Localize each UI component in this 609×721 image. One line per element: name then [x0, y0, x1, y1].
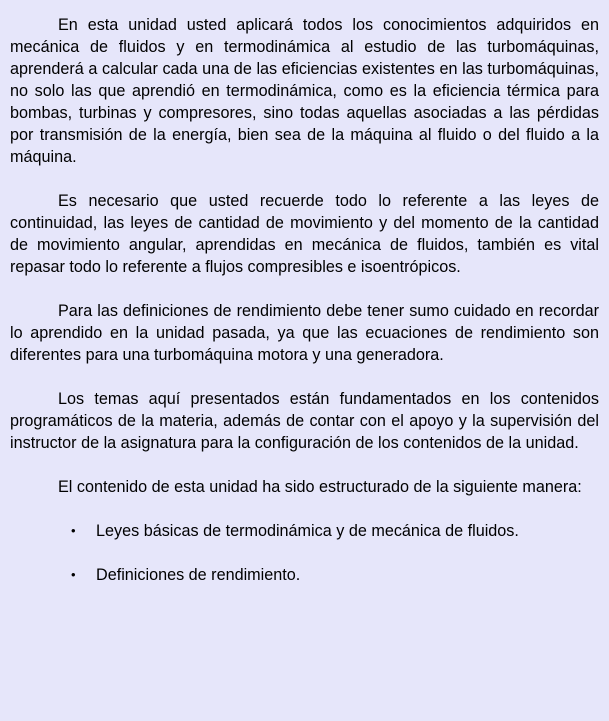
- paragraph-intro: En esta unidad usted aplicará todos los conocimientos adquiridos en mecánica de fluidos y en termodinámica al estudio de las turbomáquinas, aprenderá a calcular cada una de las eficiencias existentes en las turbomáquinas, no solo las que aprendió en termodinámica, como es la eficiencia térmica para bombas, turbinas y compresores, sino todas aquellas asociadas a las pérdidas por transmisión de la energía, bien sea de la máquina al fluido o del fluido a la máquina.: [10, 16, 599, 166]
- list-item: [10, 564, 599, 586]
- list-item-label: Leyes básicas de termodinámica y de mecánica de fluidos.: [96, 522, 519, 540]
- list-item: [10, 520, 599, 542]
- list-item-label: Definiciones de rendimiento.: [96, 566, 301, 584]
- paragraph-topics: Los temas aquí presentados están fundamentados en los contenidos programáticos de la materia, además de contar con el apoyo y la supervisión del instructor de la asignatura para la configuración de los contenidos de la unidad.: [10, 390, 599, 452]
- paragraph-prerequisites: Es necesario que usted recuerde todo lo referente a las leyes de continuidad, las leyes de cantidad de movimiento y del momento de la cantidad de movimiento angular, aprendidas en mecánica de fluidos, también es vital repasar todo lo referente a flujos compresibles e isoentrópicos.: [10, 192, 599, 276]
- bullet-icon: •: [71, 523, 76, 538]
- bullet-icon: •: [71, 567, 76, 582]
- paragraph-structure: El contenido de esta unidad ha sido estructurado de la siguiente manera:: [58, 478, 582, 496]
- paragraph-performance: Para las definiciones de rendimiento debe tener sumo cuidado en recordar lo aprendido en la unidad pasada, ya que las ecuaciones de rendimiento son diferentes para una turbomáquina motora y una generadora.: [10, 302, 599, 364]
- content-list: [10, 520, 599, 586]
